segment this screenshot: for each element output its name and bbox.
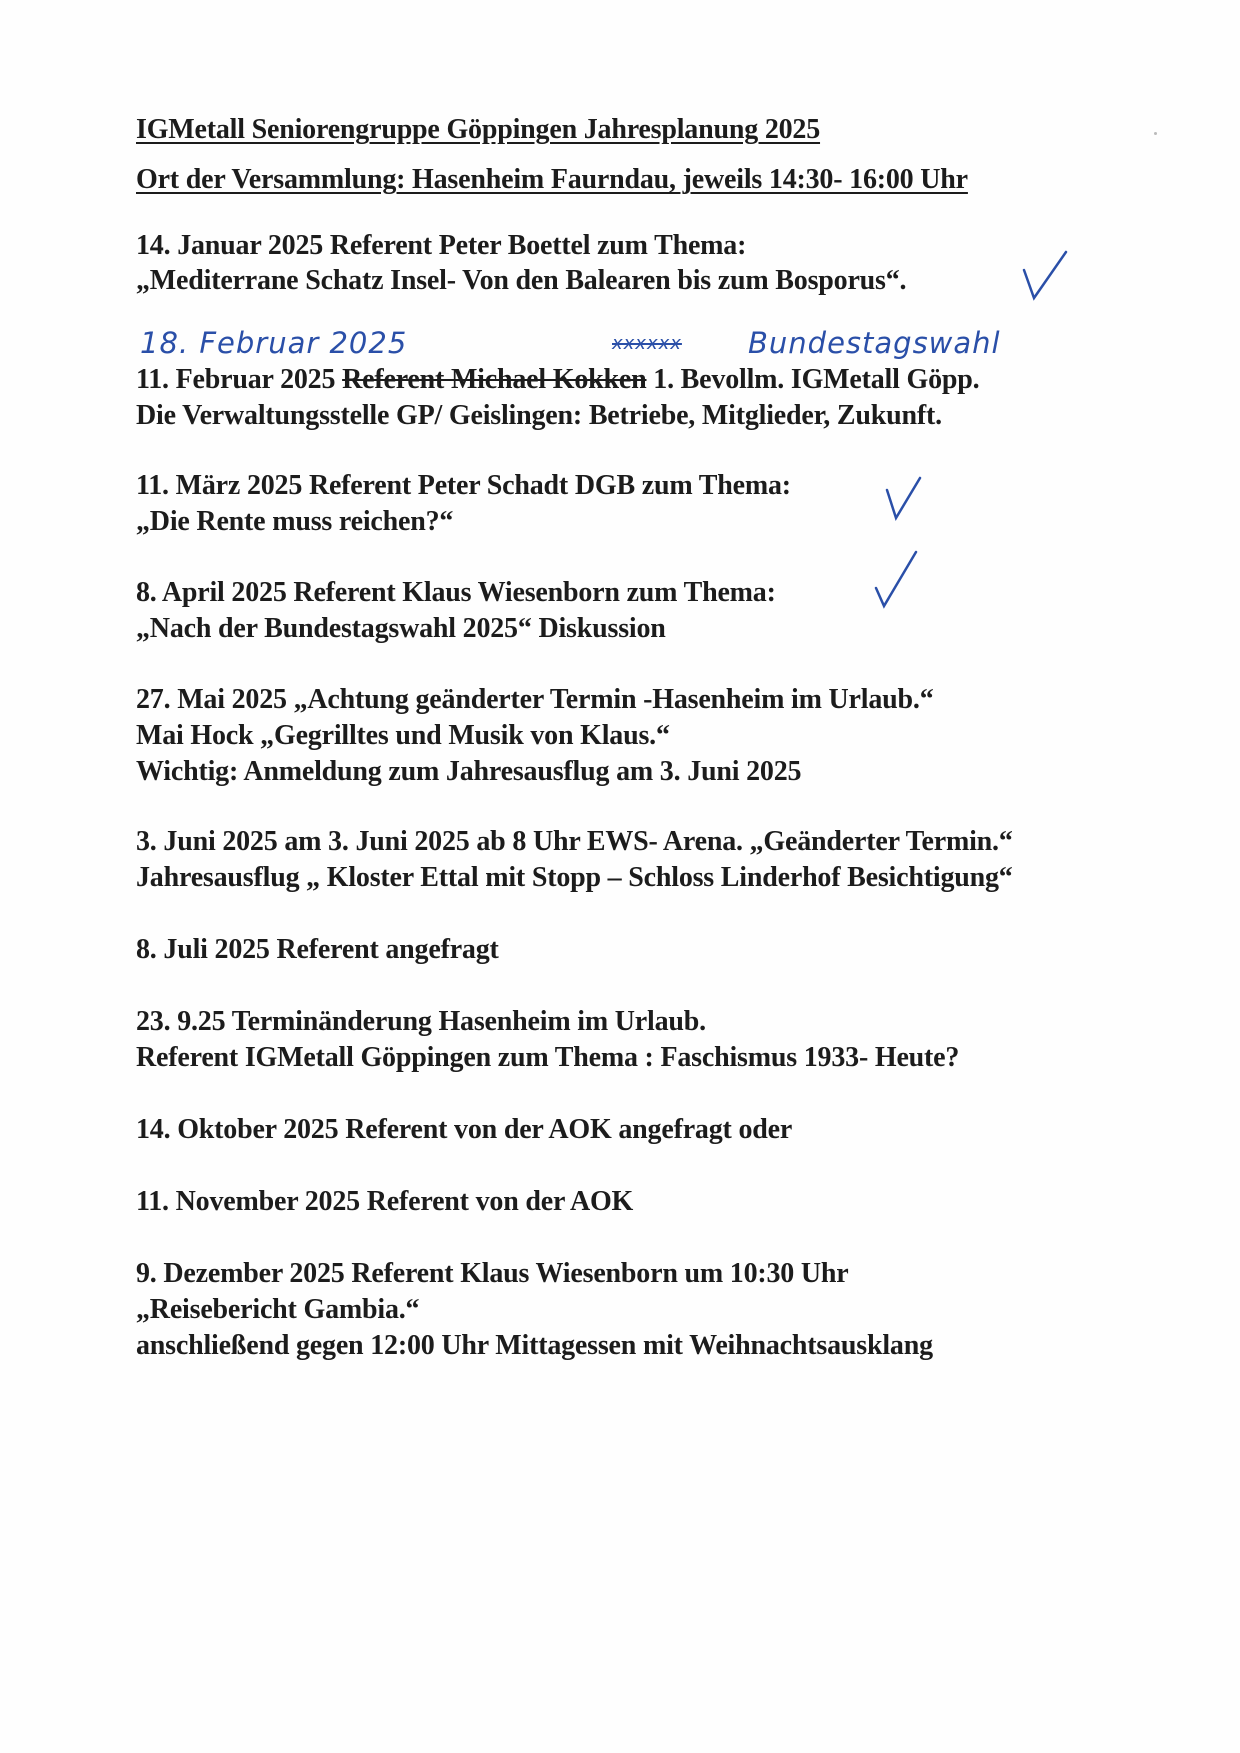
entry-december-line3: anschließend gegen 12:00 Uhr Mittagessen mit Weihnachtsausklang [136, 1330, 933, 1361]
struck-speaker: Referent Michael Kokken [342, 364, 647, 395]
handwritten-date-correction: 18. Februar 2025 [140, 326, 408, 360]
entry-march-line1: 11. März 2025 Referent Peter Schadt DGB zum Thema: [136, 470, 791, 501]
entry-december-line2: „Reisebericht Gambia.“ [136, 1294, 420, 1325]
entry-july-line1: 8. Juli 2025 Referent angefragt [136, 934, 499, 965]
entry-january-line2: „Mediterrane Schatz Insel- Von den Balearen bis zum Bosporus“. [136, 265, 907, 296]
entry-june-line1: 3. Juni 2025 am 3. Juni 2025 ab 8 Uhr EWS- Arena. „Geänderter Termin.“ [136, 826, 1013, 857]
entry-february-line1 [136, 362, 979, 398]
entry-november-line1: 11. November 2025 Referent von der AOK [136, 1186, 634, 1217]
entry-january-line1: 14. Januar 2025 Referent Peter Boettel zum Thema: [136, 230, 747, 261]
entry-may-line2: Mai Hock „Gegrilltes und Musik von Klaus.“ [136, 720, 670, 751]
entry-may-line3: Wichtig: Anmeldung zum Jahresausflug am 3. Juni 2025 [136, 756, 802, 787]
checkmark-icon [872, 548, 920, 610]
handwritten-topic-correction: Bundestagswahl [748, 326, 1001, 360]
entry-february-date: 11. Februar 2025 [136, 364, 343, 395]
entry-march-line2: „Die Rente muss reichen?“ [136, 506, 454, 537]
checkmark-icon [1020, 248, 1070, 304]
entry-june-line2: Jahresausflug „ Kloster Ettal mit Stopp – Schloss Linderhof Besichtigung“ [136, 862, 1013, 893]
entry-may-line1: 27. Mai 2025 „Achtung geänderter Termin -Hasenheim im Urlaub.“ [136, 684, 934, 715]
entry-february-rest: 1. Bevollm. IGMetall Göpp. [646, 364, 980, 395]
meeting-location: Ort der Versammlung: Hasenheim Faurndau, jeweils 14:30- 16:00 Uhr [136, 164, 968, 195]
checkmark-icon [884, 474, 924, 524]
scan-speck [1154, 132, 1157, 135]
entry-december-line1: 9. Dezember 2025 Referent Klaus Wiesenborn um 10:30 Uhr [136, 1258, 849, 1289]
entry-april-line1: 8. April 2025 Referent Klaus Wiesenborn zum Thema: [136, 577, 776, 608]
entry-october-line1: 14. Oktober 2025 Referent von der AOK angefragt oder [136, 1114, 793, 1145]
document-title: IGMetall Seniorengruppe Göppingen Jahresplanung 2025 [136, 114, 821, 145]
entry-april-line2: „Nach der Bundestagswahl 2025“ Diskussion [136, 613, 666, 644]
entry-february-line2: Die Verwaltungsstelle GP/ Geislingen: Betriebe, Mitglieder, Zukunft. [136, 400, 942, 431]
entry-september-line1: 23. 9.25 Terminänderung Hasenheim im Urlaub. [136, 1006, 706, 1037]
entry-september-line2: Referent IGMetall Göppingen zum Thema : Faschismus 1933- Heute? [136, 1042, 960, 1073]
handwritten-scribble: xxxxxx [612, 333, 682, 354]
